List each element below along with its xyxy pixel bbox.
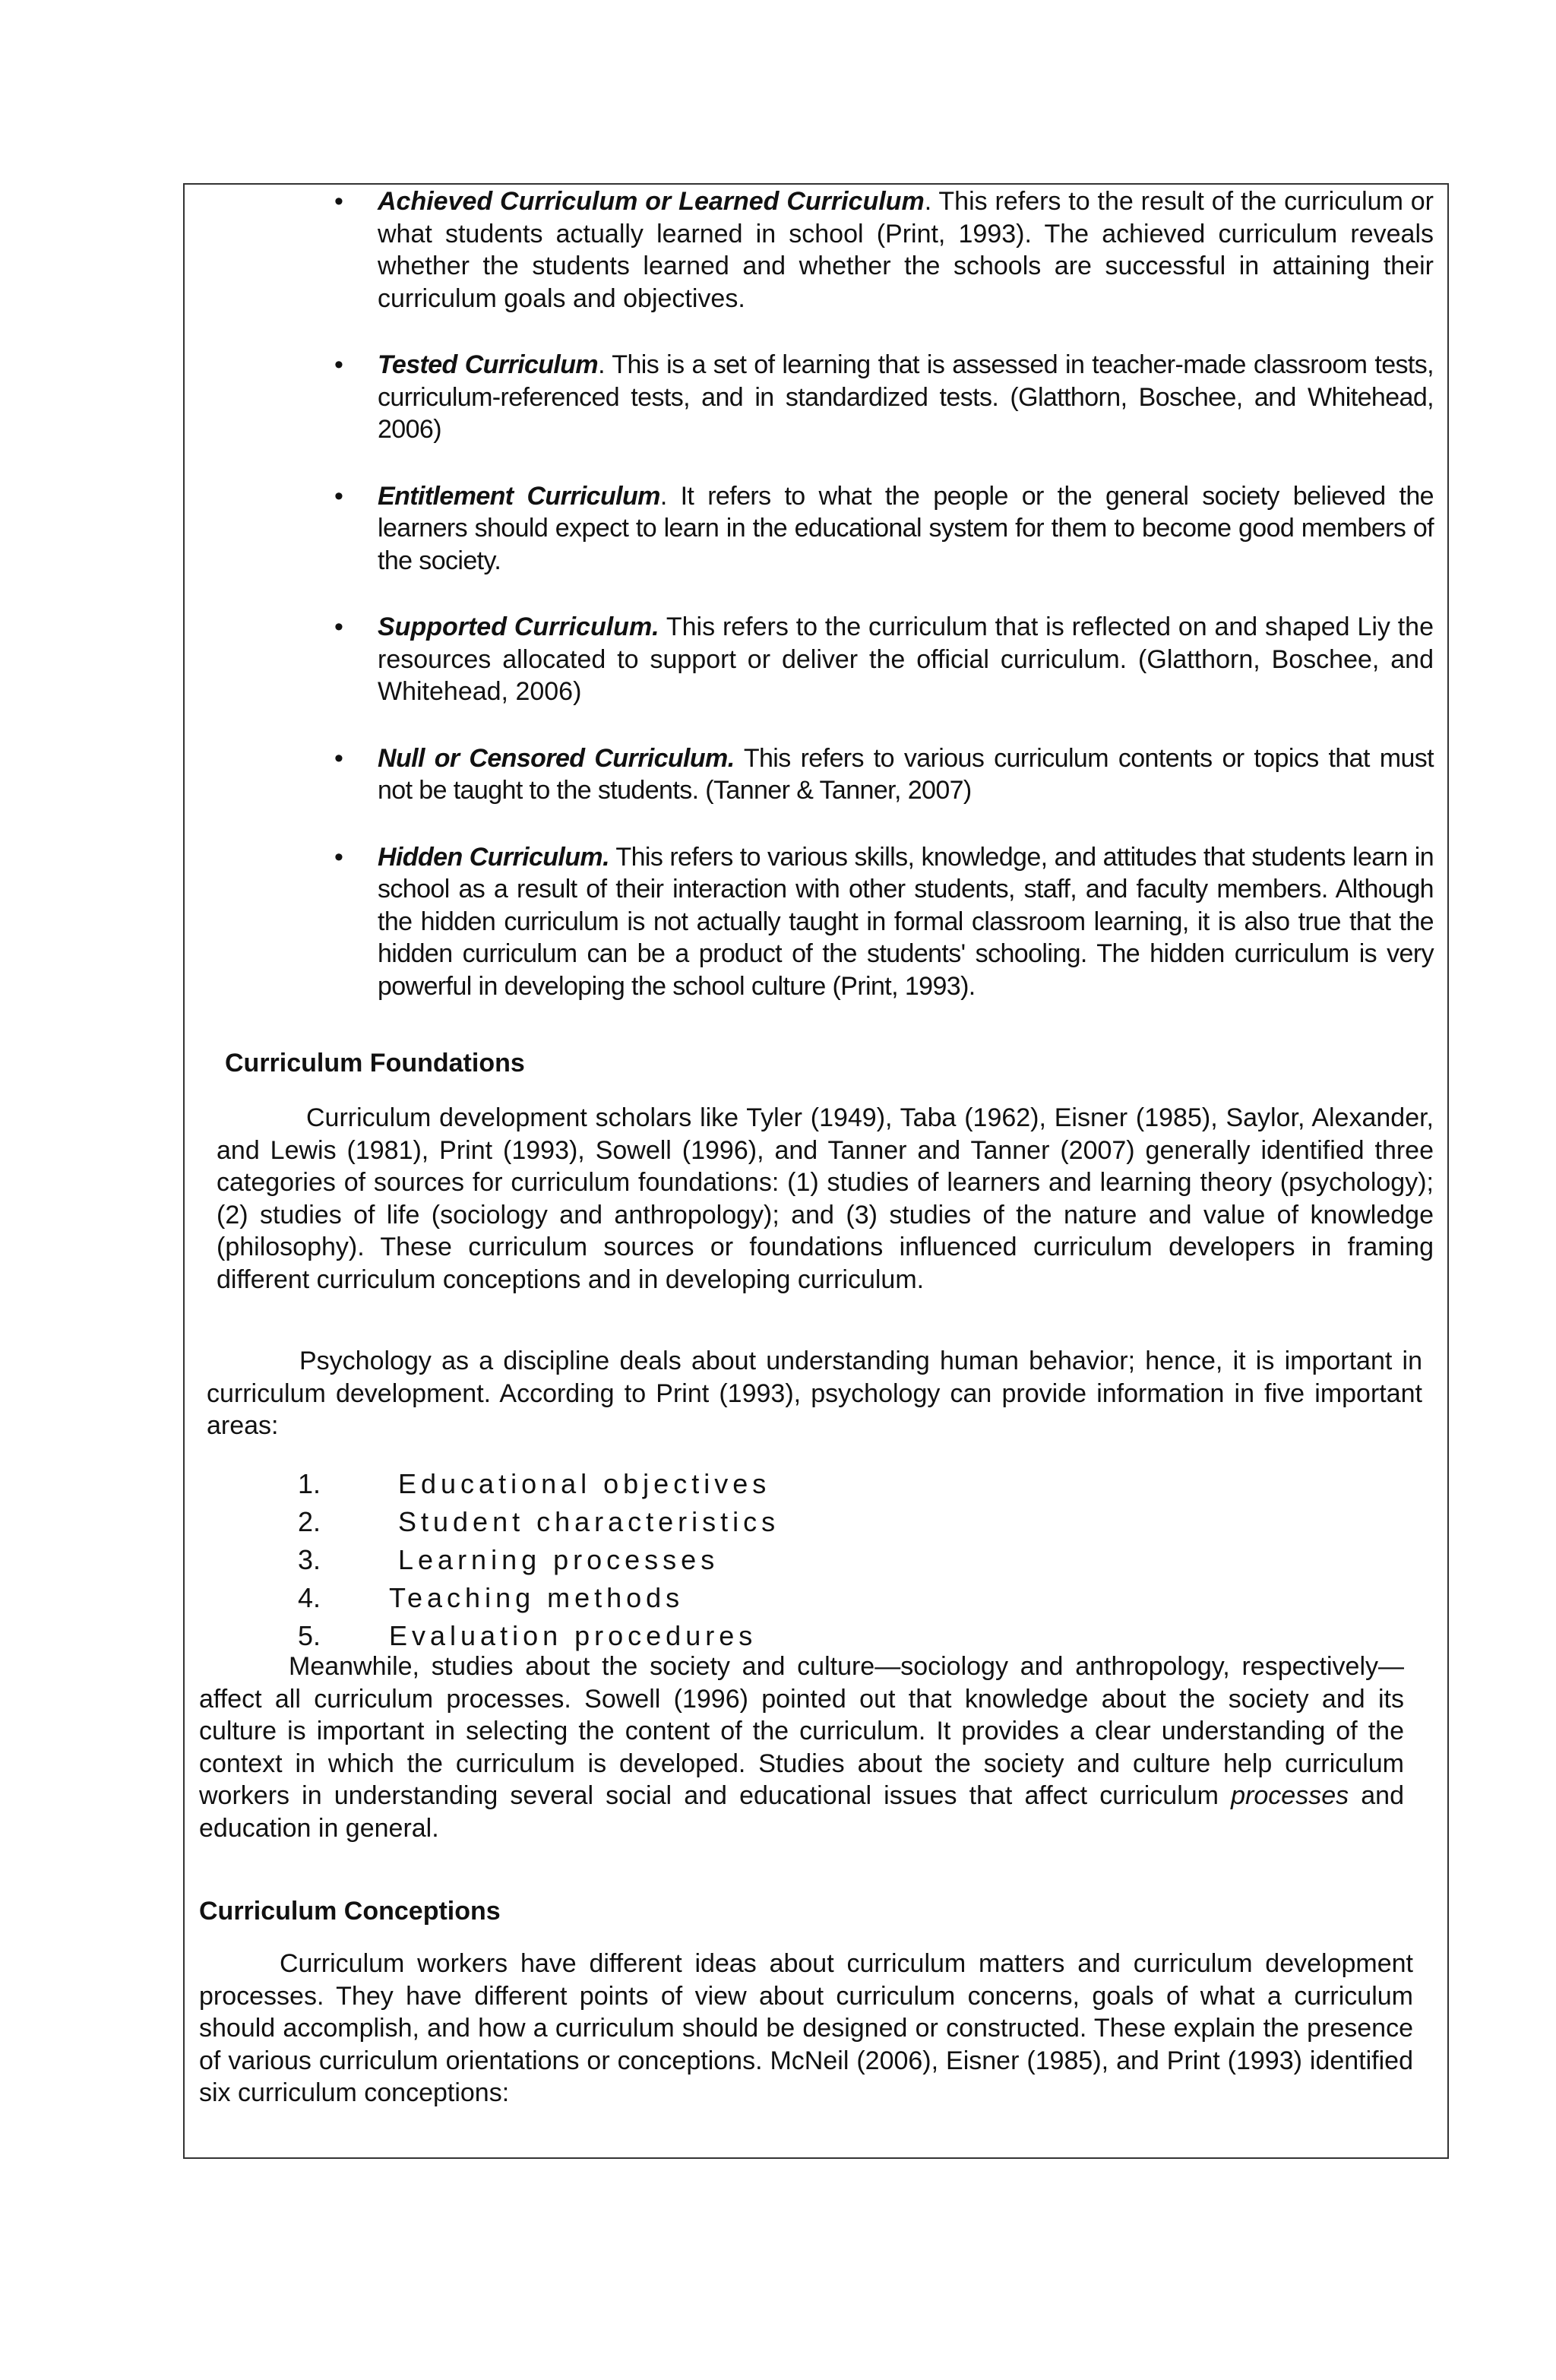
list-item (298, 1541, 780, 1579)
list-item (330, 480, 1434, 578)
description: This refers to various curriculum contents or topics that must not be taught to the students. (Tanner & Tanner, 2007) (378, 743, 1434, 805)
section-heading-foundations: Curriculum Foundations (225, 1049, 525, 1078)
paragraph-text-end: and education in general. (199, 1781, 1404, 1843)
description: This refers to various skills, knowledge, and attitudes that students learn in school as a result of their interaction with other students, staff, and faculty members. Although the hidden curriculum is not actually taught in formal classroom learning, it is also true that the hidden curriculum can be a product of the students' schooling. The hidden curriculum is very powerful in developing the school culture (Print, 1993). (378, 842, 1434, 1001)
list-item (330, 611, 1434, 708)
description: . This refers to the result of the curriculum or what students actually learned in school (Print, 1993). The achieved curriculum reveals whether the students learned and whether the schools are successful in attaining their curriculum goals and objectives. (378, 187, 1434, 313)
paragraph-sociology (199, 1650, 1404, 1844)
list-item (330, 841, 1434, 1003)
list-item (298, 1503, 780, 1541)
description: This refers to the curriculum that is reflected on and shaped Liy the resources allocated to support or deliver the official curriculum. (Glatthorn, Boschee, and Whitehead, 2006) (378, 612, 1434, 706)
paragraph-foundations-intro: Curriculum development scholars like Tyler (1949), Taba (1962), Eisner (1985), Saylor, Alexander, and Lewis (1981), Print (1993), Sowell (1996), and Tanner and Tanner (2007) generally identified three categories of sources for curriculum foundations: (1) studies of learners and learning theory (psychology); (2) studies of life (sociology and anthropology); and (3) studies of the nature and value of knowledge (philosophy). These curriculum sources or foundations influenced curriculum developers in framing different curriculum conceptions and in developing curriculum. (217, 1103, 1434, 1294)
paragraph-psychology: Psychology as a discipline deals about understanding human behavior; hence, it is important in curriculum development. According to Print (1993), psychology can provide information in five important areas: (207, 1347, 1422, 1440)
list-item (298, 1465, 780, 1503)
term-supported-curriculum: Supported Curriculum. (378, 612, 659, 641)
item-number: 3. (298, 1544, 321, 1575)
list-item (298, 1617, 780, 1655)
paragraph-conceptions: Curriculum workers have different ideas about curriculum matters and curriculum development processes. They have different points of view about curriculum concerns, goals of what a curriculum should accomplish, and how a curriculum should be designed or constructed. These explain the presence of various curriculum orientations or conceptions. McNeil (2006), Eisner (1985), and Print (1993) identified six curriculum conceptions: (199, 1949, 1413, 2107)
item-label: Student characteristics (398, 1506, 780, 1537)
list-item (330, 742, 1434, 807)
psychology-areas-list (298, 1465, 780, 1655)
term-tested-curriculum: Tested Curriculum (378, 350, 599, 379)
section-heading-conceptions: Curriculum Conceptions (199, 1897, 501, 1926)
item-number: 4. (298, 1582, 321, 1613)
item-label: Evaluation procedures (389, 1620, 757, 1651)
list-item (330, 185, 1434, 315)
paragraph-text: Meanwhile, studies about the society and culture—sociology and anthropology, respectively—affect all curriculum processes. Sowell (1996) pointed out that knowledge about the society and its culture is important in selecting the content of the curriculum. It provides a clear understanding of the context in which the curriculum is developed. Studies about the society and culture help curriculum workers in understanding several social and educational issues that affect curriculum (199, 1652, 1404, 1810)
term-achieved-curriculum: Achieved Curriculum or Learned Curriculum (378, 187, 925, 216)
term-hidden-curriculum: Hidden Curriculum. (378, 842, 609, 872)
list-item (298, 1579, 780, 1617)
term-null-curriculum: Null or Censored Curriculum. (378, 743, 735, 773)
item-label: Educational objectives (398, 1468, 771, 1499)
item-label: Learning processes (398, 1544, 719, 1575)
term-entitlement-curriculum: Entitlement Curriculum (378, 481, 660, 511)
item-number: 1. (298, 1468, 321, 1499)
item-number: 5. (298, 1620, 321, 1651)
item-label: Teaching methods (389, 1582, 685, 1613)
curriculum-types-list (330, 185, 1434, 1037)
list-item (330, 349, 1434, 446)
description: . It refers to what the people or the general society believed the learners should expect to learn in the educational system for them to become good members of the society. (378, 481, 1434, 575)
item-number: 2. (298, 1506, 321, 1537)
italic-word: processes (1231, 1781, 1349, 1810)
description: . This is a set of learning that is assessed in teacher-made classroom tests, curriculum-referenced tests, and in standardized tests. (Glatthorn, Boschee, and Whitehead, 2006) (378, 350, 1434, 444)
